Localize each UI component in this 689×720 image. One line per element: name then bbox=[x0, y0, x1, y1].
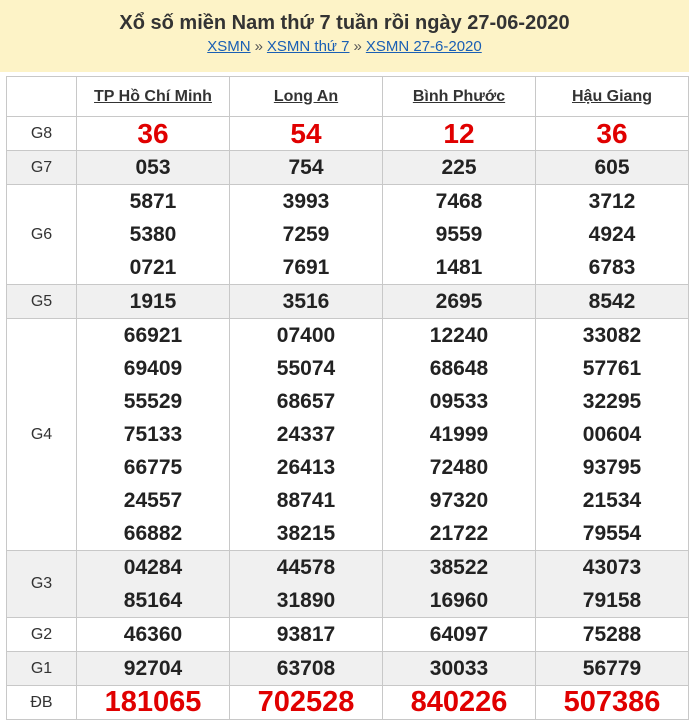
prize-label: G6 bbox=[7, 185, 77, 285]
prize-cell bbox=[77, 151, 230, 185]
prize-number: 44578 bbox=[276, 556, 336, 579]
prize-number: 3993 bbox=[282, 190, 330, 213]
prize-cell bbox=[383, 117, 536, 151]
prize-cell bbox=[77, 618, 230, 652]
breadcrumb-xsmn-thu7-link[interactable]: XSMN thứ 7 bbox=[266, 38, 350, 55]
prize-number: 3516 bbox=[282, 290, 330, 313]
prize-number: 181065 bbox=[104, 686, 202, 718]
prize-cell bbox=[536, 117, 689, 151]
prize-number: 12 bbox=[443, 118, 475, 149]
prize-cell bbox=[230, 319, 383, 551]
prize-number: 1915 bbox=[129, 290, 177, 313]
prize-number: 16960 bbox=[429, 589, 489, 612]
prize-number: 07400 bbox=[276, 324, 336, 347]
prize-cell bbox=[77, 185, 230, 285]
prize-number: 88741 bbox=[276, 489, 336, 512]
prize-number: 36 bbox=[596, 118, 628, 149]
prize-number: 97320 bbox=[429, 489, 489, 512]
prize-number: 24337 bbox=[276, 423, 336, 446]
prize-number: 7468 bbox=[435, 190, 483, 213]
prize-cell bbox=[77, 319, 230, 551]
province-link-binh-phuoc[interactable]: Bình Phước bbox=[412, 87, 506, 105]
breadcrumb-xsmn-link[interactable]: XSMN bbox=[207, 38, 251, 55]
prize-cell bbox=[77, 285, 230, 319]
prize-number: 41999 bbox=[429, 423, 489, 446]
prize-cell bbox=[383, 151, 536, 185]
prize-cell bbox=[383, 686, 536, 720]
prize-cell bbox=[230, 551, 383, 618]
prize-cell bbox=[230, 652, 383, 686]
prize-number: 69409 bbox=[123, 357, 183, 380]
prize-cell bbox=[77, 652, 230, 686]
prize-row-g4 bbox=[7, 319, 689, 551]
prize-label: G4 bbox=[7, 319, 77, 551]
page-header bbox=[0, 0, 689, 72]
prize-row-g8 bbox=[7, 117, 689, 151]
prize-cell bbox=[230, 185, 383, 285]
prize-number: 053 bbox=[135, 156, 171, 179]
prize-number: 21534 bbox=[582, 489, 642, 512]
prize-row-db bbox=[7, 686, 689, 720]
prize-number: 54 bbox=[290, 118, 322, 149]
prize-number: 66775 bbox=[123, 456, 183, 479]
prize-number: 33082 bbox=[582, 324, 642, 347]
breadcrumb-xsmn-date-link[interactable]: XSMN 27-6-2020 bbox=[365, 38, 482, 55]
prize-number: 43073 bbox=[582, 556, 642, 579]
province-link-hau-giang[interactable]: Hậu Giang bbox=[571, 87, 652, 105]
prize-number: 55529 bbox=[123, 390, 183, 413]
prize-number: 56779 bbox=[582, 657, 642, 680]
prize-cell bbox=[536, 551, 689, 618]
prize-cell bbox=[230, 285, 383, 319]
prize-number: 605 bbox=[594, 156, 630, 179]
prize-number: 7259 bbox=[282, 223, 330, 246]
prize-number: 79158 bbox=[582, 589, 642, 612]
prize-number: 2695 bbox=[435, 290, 483, 313]
page-title: Xổ số miền Nam thứ 7 tuần rồi ngày 27-06-2020 bbox=[119, 12, 570, 34]
prize-number: 32295 bbox=[582, 390, 642, 413]
prize-number: 38522 bbox=[429, 556, 489, 579]
prize-label: G2 bbox=[7, 618, 77, 652]
prize-label: G8 bbox=[7, 117, 77, 151]
breadcrumb bbox=[0, 37, 689, 57]
prize-number: 31890 bbox=[276, 589, 336, 612]
prize-label: G7 bbox=[7, 151, 77, 185]
prize-number: 8542 bbox=[588, 290, 636, 313]
breadcrumb-separator: » bbox=[254, 38, 263, 55]
results-table bbox=[6, 76, 689, 720]
prize-number: 00604 bbox=[582, 423, 642, 446]
prize-number: 225 bbox=[441, 156, 477, 179]
prize-cell bbox=[230, 686, 383, 720]
province-link-long-an[interactable]: Long An bbox=[273, 87, 339, 105]
prize-number: 24557 bbox=[123, 489, 183, 512]
prize-number: 75133 bbox=[123, 423, 183, 446]
prize-cell bbox=[383, 618, 536, 652]
prize-number: 85164 bbox=[123, 589, 183, 612]
prize-number: 63708 bbox=[276, 657, 336, 680]
prize-label: G5 bbox=[7, 285, 77, 319]
prize-cell bbox=[383, 551, 536, 618]
prize-number: 75288 bbox=[582, 623, 642, 646]
prize-number: 57761 bbox=[582, 357, 642, 380]
prize-number: 754 bbox=[288, 156, 324, 179]
prize-number: 840226 bbox=[410, 686, 508, 718]
prize-cell bbox=[230, 618, 383, 652]
prize-row-g7 bbox=[7, 151, 689, 185]
breadcrumb-separator: » bbox=[353, 38, 362, 55]
prize-number: 21722 bbox=[429, 522, 489, 545]
prize-number: 68657 bbox=[276, 390, 336, 413]
prize-number: 9559 bbox=[435, 223, 483, 246]
prize-cell bbox=[383, 319, 536, 551]
prize-number: 72480 bbox=[429, 456, 489, 479]
prize-number: 0721 bbox=[129, 256, 177, 279]
prize-row-g1 bbox=[7, 652, 689, 686]
prize-number: 93795 bbox=[582, 456, 642, 479]
prize-number: 79554 bbox=[582, 522, 642, 545]
prize-number: 68648 bbox=[429, 357, 489, 380]
prize-row-g3 bbox=[7, 551, 689, 618]
prize-cell bbox=[383, 652, 536, 686]
prize-row-g5 bbox=[7, 285, 689, 319]
prize-cell bbox=[536, 319, 689, 551]
prize-number: 55074 bbox=[276, 357, 336, 380]
prize-number: 64097 bbox=[429, 623, 489, 646]
prize-row-g2 bbox=[7, 618, 689, 652]
prize-number: 4924 bbox=[588, 223, 636, 246]
prize-number: 93817 bbox=[276, 623, 336, 646]
prize-number: 30033 bbox=[429, 657, 489, 680]
prize-number: 36 bbox=[137, 118, 169, 149]
prize-cell bbox=[77, 551, 230, 618]
prize-cell bbox=[536, 285, 689, 319]
prize-label: G3 bbox=[7, 551, 77, 618]
prize-number: 702528 bbox=[257, 686, 355, 718]
prize-number: 6783 bbox=[588, 256, 636, 279]
prize-cell bbox=[536, 185, 689, 285]
prize-cell bbox=[536, 151, 689, 185]
province-link-hcm[interactable]: TP Hồ Chí Minh bbox=[94, 87, 212, 105]
prize-cell bbox=[536, 652, 689, 686]
prize-cell bbox=[536, 618, 689, 652]
prize-number: 09533 bbox=[429, 390, 489, 413]
province-header-hau-giang bbox=[536, 77, 689, 117]
prize-cell bbox=[383, 285, 536, 319]
prize-number: 92704 bbox=[123, 657, 183, 680]
prize-cell bbox=[77, 686, 230, 720]
prize-number: 38215 bbox=[276, 522, 336, 545]
prize-label: ĐB bbox=[7, 686, 77, 720]
prize-number: 507386 bbox=[563, 686, 661, 718]
prize-number: 3712 bbox=[588, 190, 636, 213]
prize-number: 12240 bbox=[429, 324, 489, 347]
prize-cell bbox=[230, 117, 383, 151]
province-header-row bbox=[7, 77, 689, 117]
prize-cell bbox=[230, 151, 383, 185]
prize-number: 66921 bbox=[123, 324, 183, 347]
prize-number: 04284 bbox=[123, 556, 183, 579]
prize-number: 7691 bbox=[282, 256, 330, 279]
prize-number: 26413 bbox=[276, 456, 336, 479]
corner-cell bbox=[7, 77, 77, 117]
prize-label: G1 bbox=[7, 652, 77, 686]
prize-cell bbox=[383, 185, 536, 285]
prize-number: 5871 bbox=[129, 190, 177, 213]
prize-row-g6 bbox=[7, 185, 689, 285]
prize-number: 46360 bbox=[123, 623, 183, 646]
province-header-binh-phuoc bbox=[383, 77, 536, 117]
province-header-hcm bbox=[77, 77, 230, 117]
prize-cell bbox=[536, 686, 689, 720]
prize-number: 5380 bbox=[129, 223, 177, 246]
province-header-long-an bbox=[230, 77, 383, 117]
prize-number: 66882 bbox=[123, 522, 183, 545]
prize-cell bbox=[77, 117, 230, 151]
prize-number: 1481 bbox=[435, 256, 483, 279]
